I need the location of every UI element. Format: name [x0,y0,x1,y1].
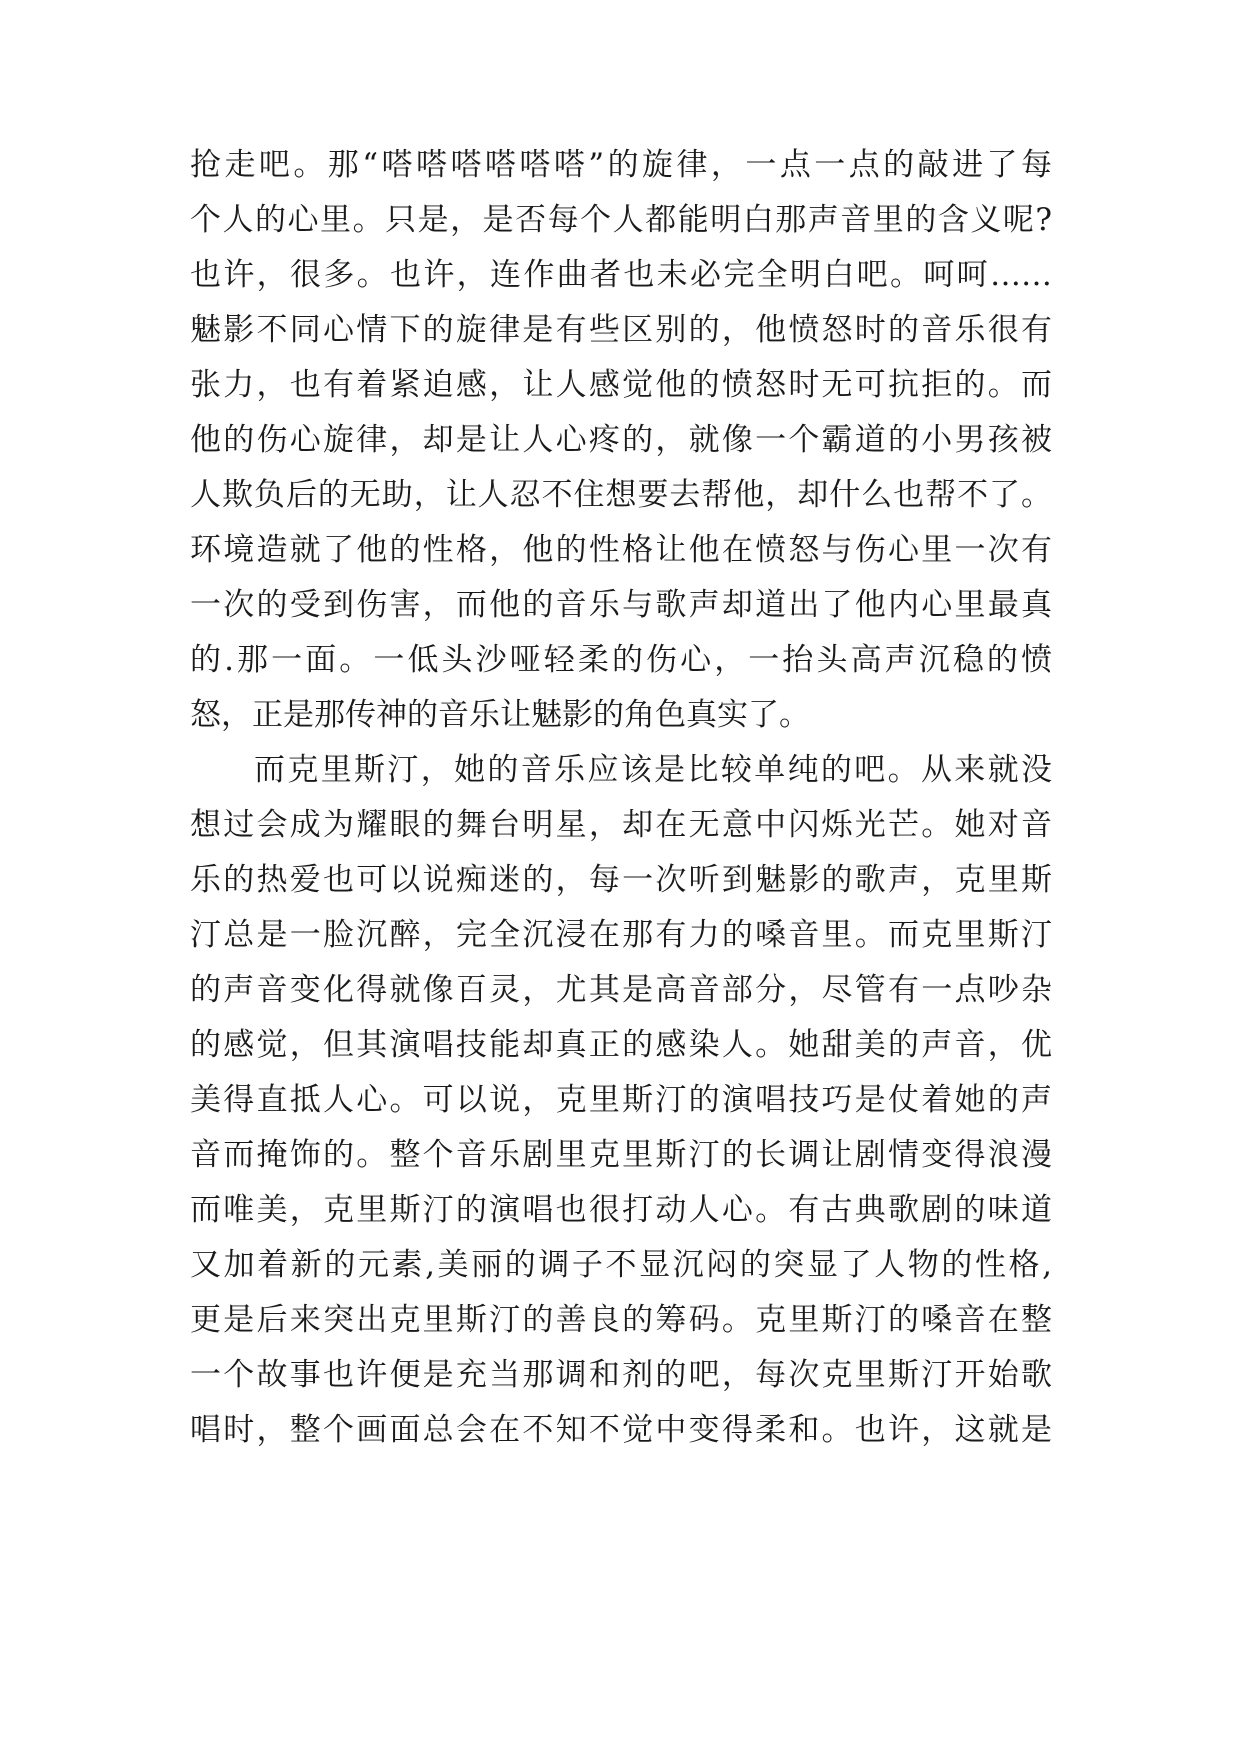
text-line: 张力，也有着紧迫感，让人感觉他的愤怒时无可抗拒的。而 [190,367,1052,403]
paragraph-1 [190,138,1052,743]
body-text [190,138,1052,1458]
text-line: 人欺负后的无助，让人忍不住想要去帮他，却什么也帮不了。 [190,477,1052,513]
text-line: 又加着新的元素,美丽的调子不显沉闷的突显了人物的性格, [190,1247,1052,1283]
text-line: 而唯美，克里斯汀的演唱也很打动人心。有古典歌剧的味道 [190,1192,1052,1228]
text-line: 个人的心里。只是，是否每个人都能明白那声音里的含义呢? [190,202,1052,238]
text-line: 而克里斯汀，她的音乐应该是比较单纯的吧。从来就没 [254,752,1052,788]
text-line: 汀总是一脸沉醉，完全沉浸在那有力的嗓音里。而克里斯汀 [190,917,1052,953]
text-line: 魅影不同心情下的旋律是有些区别的，他愤怒时的音乐很有 [190,312,1052,348]
text-line: 更是后来突出克里斯汀的善良的筹码。克里斯汀的嗓音在整 [190,1302,1052,1338]
text-line: 环境造就了他的性格，他的性格让他在愤怒与伤心里一次有 [190,532,1052,568]
text-line: 音而掩饰的。整个音乐剧里克里斯汀的长调让剧情变得浪漫 [190,1137,1052,1173]
text-line: 一个故事也许便是充当那调和剂的吧，每次克里斯汀开始歌 [190,1357,1052,1393]
text-line: 唱时，整个画面总会在不知不觉中变得柔和。也许，这就是 [190,1412,1052,1448]
text-line: 一次的受到伤害，而他的音乐与歌声却道出了他内心里最真 [190,587,1052,623]
text-line: 也许，很多。也许，连作曲者也未必完全明白吧。呵呵…… [190,257,1052,293]
text-line: 的.那一面。一低头沙哑轻柔的伤心，一抬头高声沉稳的愤 [190,642,1052,678]
text-line: 的声音变化得就像百灵，尤其是高音部分，尽管有一点吵杂 [190,972,1052,1008]
text-line: 他的伤心旋律，却是让人心疼的，就像一个霸道的小男孩被 [190,422,1052,458]
text-line: 美得直抵人心。可以说，克里斯汀的演唱技巧是仗着她的声 [190,1082,1052,1118]
text-line: 乐的热爱也可以说痴迷的，每一次听到魅影的歌声，克里斯 [190,862,1052,898]
text-line: 抢走吧。那“嗒嗒嗒嗒嗒嗒”的旋律，一点一点的敲进了每 [190,147,1052,183]
text-line: 想过会成为耀眼的舞台明星，却在无意中闪烁光芒。她对音 [190,807,1052,843]
text-line: 怒，正是那传神的音乐让魅影的角色真实了。 [190,697,810,733]
text-line: 的感觉，但其演唱技能却真正的感染人。她甜美的声音，优 [190,1027,1052,1063]
paragraph-2 [190,743,1052,1458]
